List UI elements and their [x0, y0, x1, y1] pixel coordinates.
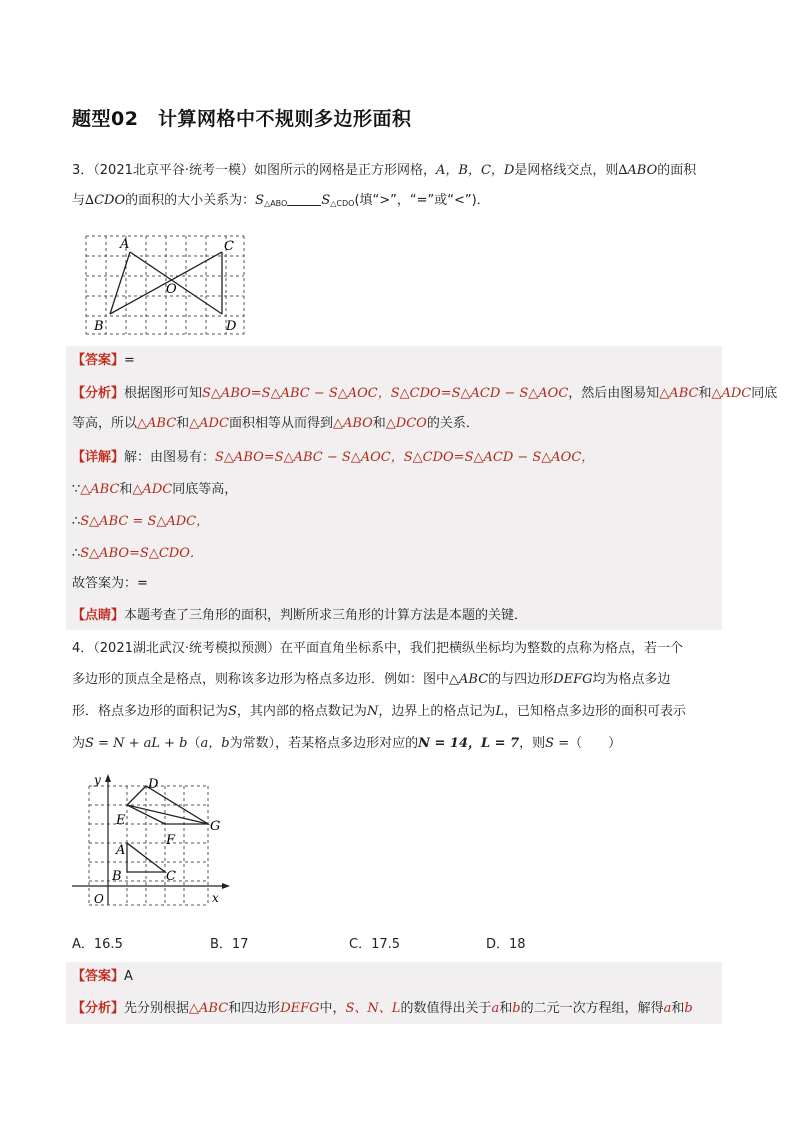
answer-value: A: [124, 969, 133, 984]
label-b: B: [112, 869, 122, 884]
q3-s2: S: [321, 193, 331, 208]
x-axis-arrow-icon: [222, 883, 230, 889]
q4-line-1: [72, 638, 683, 660]
q3-s2-sub: △CDO: [330, 199, 355, 208]
q3-tri-cdo: ∆CDO: [85, 193, 126, 208]
text: ，其内部的格点数记为: [236, 704, 367, 719]
q3-detail-line-2: [72, 479, 237, 501]
formula: △ABC: [137, 416, 177, 431]
text: 根据图形可知: [124, 386, 203, 401]
text: 面积相等从而得到: [228, 416, 333, 431]
text: 均为格点多边: [592, 672, 671, 687]
answer-value: =: [124, 353, 135, 368]
q3-figure: [80, 230, 252, 338]
formula: b: [512, 1001, 521, 1016]
q4-answer: [72, 966, 133, 988]
formula: S△ABO=S△ABC − S△AOC，S△CDO=S△ACD − S△AOC，: [215, 450, 595, 465]
formula: DEFG: [553, 672, 593, 687]
text: 和: [671, 1001, 685, 1016]
q4-line-2: [72, 669, 671, 691]
label-x: x: [212, 891, 219, 905]
label-b: B: [94, 319, 104, 334]
text: 和: [698, 386, 712, 401]
text: ，已知格点多边形的面积可表示: [503, 704, 686, 719]
text: ∴: [72, 546, 81, 561]
analysis-tag: 【分析】: [72, 386, 125, 401]
text: 多边形的顶点全是格点，则称该多边形为格点多边形．例如：图中: [72, 672, 450, 687]
q3-text: 的面积: [657, 163, 697, 178]
text: ∵: [72, 482, 81, 497]
label-a: A: [120, 237, 130, 252]
text: 的关系．: [426, 416, 479, 431]
q4-line-3: [72, 701, 686, 723]
formula: a，b: [200, 736, 230, 751]
text: ，边界上的格点记为: [378, 704, 496, 719]
q3-s1: S: [255, 193, 265, 208]
label-d: D: [148, 777, 159, 792]
formula: S△ABO=S△CDO．: [80, 546, 203, 561]
label-o: O: [166, 282, 177, 297]
q3-analysis-line-2: [72, 413, 479, 435]
formula: DEFG: [280, 1001, 320, 1016]
q4-number: 4．: [72, 641, 94, 656]
formula: b: [684, 1001, 693, 1016]
detail-tag: 【详解】: [72, 450, 125, 465]
text: （: [187, 736, 201, 751]
formula: S: [228, 704, 237, 719]
text: 和: [372, 416, 386, 431]
text: 本题考查了三角形的面积，判断所求三角形的计算方法是本题的关键．: [124, 608, 528, 623]
text: ∴: [72, 514, 81, 529]
answer-tag: 【答案】: [72, 969, 125, 984]
formula: △ABO: [332, 416, 373, 431]
formula: N = 14，L = 7: [418, 736, 520, 751]
label-g: G: [210, 819, 221, 834]
text: ，然后由图易知: [568, 386, 660, 401]
formula: △ADC: [711, 386, 752, 401]
q3-detail-line-4: [72, 543, 203, 565]
label-d: D: [226, 319, 237, 334]
comment-tag: 【点睛】: [72, 608, 125, 623]
text: 在平面直角坐标系中，我们把横纵坐标均为整数的点称为格点，若一个: [280, 641, 684, 656]
q3-text: 与: [72, 193, 86, 208]
q4-analysis: [72, 998, 693, 1020]
text: 的与四边形: [488, 672, 554, 687]
q4-line-4: [72, 733, 621, 755]
q3-text: 是网格线交点，则: [514, 163, 619, 178]
formula: S = N + aL + b: [85, 736, 188, 751]
text: 和: [176, 416, 190, 431]
text: 为: [72, 736, 86, 751]
formula: △ABC: [189, 1001, 229, 1016]
formula: △DCO: [385, 416, 427, 431]
q3-points: A，B，C，D: [436, 163, 515, 178]
q4-figure: [70, 772, 240, 912]
section-title: 题型02 计算网格中不规则多边形面积: [72, 108, 412, 130]
text: （ ）: [569, 736, 622, 751]
text: 解：由图易有：: [124, 450, 216, 465]
formula: △ABC: [80, 482, 120, 497]
text: 的数值得出关于: [400, 1001, 492, 1016]
text: 同底等高，: [172, 482, 238, 497]
q3-text: (填“>”，“=”或“<”)．: [354, 193, 490, 208]
y-axis-arrow-icon: [105, 774, 111, 782]
option-b[interactable]: B．17: [210, 937, 249, 952]
option-c[interactable]: C．17.5: [349, 937, 401, 952]
q4-source: （2021湖北武汉·统考模拟预测）: [93, 641, 280, 656]
formula: △ABC: [659, 386, 699, 401]
segment-eg: [127, 805, 208, 824]
formula: △ADC: [132, 482, 173, 497]
label-c: C: [224, 239, 234, 254]
q3-answer: [72, 350, 135, 372]
text: 的二元一次方程组，解得: [520, 1001, 664, 1016]
label-e: E: [116, 813, 126, 828]
q3-detail-line-1: [72, 447, 594, 469]
q3-grid: [86, 236, 244, 334]
label-a: A: [116, 843, 126, 858]
text: 先分别根据: [124, 1001, 190, 1016]
text: 和: [499, 1001, 513, 1016]
text: ，则: [519, 736, 546, 751]
text: 中，: [319, 1001, 346, 1016]
formula: S△ABO=S△ABC − S△AOC，S△CDO=S△ACD − S△AOC: [202, 386, 569, 401]
option-d[interactable]: D．18: [486, 937, 526, 952]
text: 为常数），若某格点多边形对应的: [229, 736, 419, 751]
q3-line-1: [72, 160, 696, 182]
q3-comment: [72, 605, 527, 627]
q3-s1-sub: △ABO: [264, 199, 288, 208]
text: 和: [119, 482, 133, 497]
label-c: C: [166, 869, 176, 884]
formula: L: [495, 704, 504, 719]
q3-analysis-line-1: [72, 383, 777, 405]
label-o: O: [94, 892, 104, 906]
q4-grid: [89, 786, 208, 905]
label-y: y: [94, 773, 101, 787]
answer-blank: [287, 193, 321, 206]
q3-text: 的面积的大小关系为：: [125, 193, 256, 208]
formula: S =: [545, 736, 570, 751]
q3-detail-line-3: [72, 511, 209, 533]
formula: S、N、L: [345, 1001, 401, 1016]
q3-number: 3．: [72, 163, 94, 178]
option-a[interactable]: A．16.5: [72, 937, 123, 952]
text: 等高，所以: [72, 416, 138, 431]
answer-tag: 【答案】: [72, 353, 125, 368]
text: 同底: [751, 386, 778, 401]
formula: △ABC: [449, 672, 489, 687]
q3-tri-abo: ∆ABO: [618, 163, 658, 178]
q3-detail-line-5: 故答案为：=: [72, 576, 148, 591]
q3-source: （2021北京平谷·统考一模）: [93, 163, 254, 178]
formula: a: [491, 1001, 500, 1016]
text: 和四边形: [228, 1001, 281, 1016]
formula: S△ABC = S△ADC，: [80, 514, 210, 529]
q3-text: 如图所示的网格是正方形网格，: [254, 163, 437, 178]
analysis-tag: 【分析】: [72, 1001, 125, 1016]
text: 形．格点多边形的面积记为: [72, 704, 229, 719]
label-f: F: [166, 833, 176, 848]
formula: N: [366, 704, 379, 719]
formula: a: [663, 1001, 672, 1016]
q3-line-2: [72, 190, 490, 215]
formula: △ADC: [189, 416, 229, 431]
